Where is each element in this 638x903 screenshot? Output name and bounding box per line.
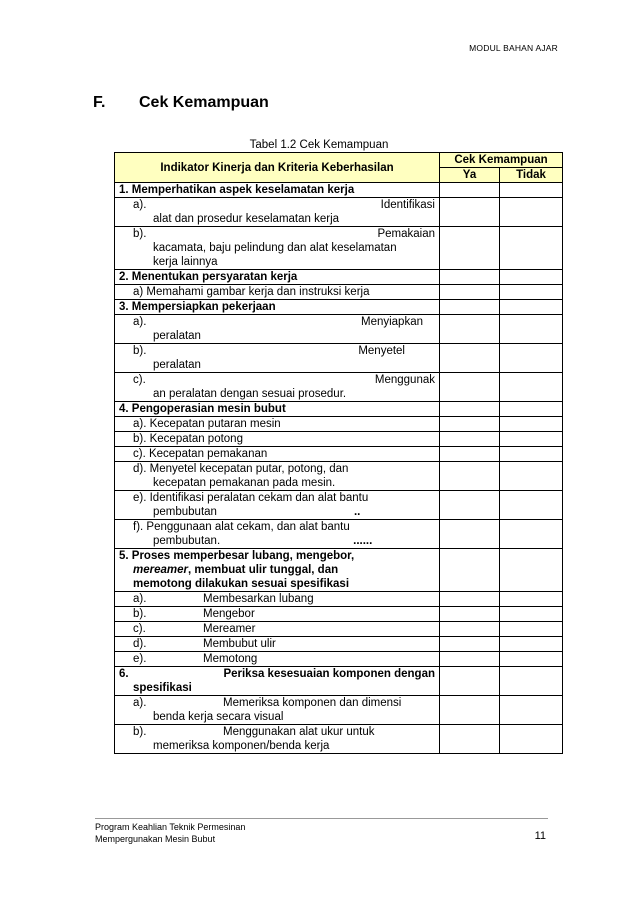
header-indicator: Indikator Kinerja dan Kriteria Keberhasilan: [115, 153, 440, 183]
table-row: [115, 696, 563, 725]
criteria-item: b). Kecepatan potong: [115, 432, 440, 447]
check-yes-cell[interactable]: [440, 607, 500, 622]
criteria-item: a) Memahami gambar kerja dan instruksi kerja: [115, 285, 440, 300]
check-yes-cell[interactable]: [440, 592, 500, 607]
table-row: [115, 447, 563, 462]
criteria-item: e). Memotong: [115, 652, 440, 667]
check-yes-cell[interactable]: [440, 402, 500, 417]
table-row: [115, 270, 563, 285]
check-no-cell[interactable]: [500, 373, 563, 402]
check-yes-cell[interactable]: [440, 652, 500, 667]
table-row: [115, 402, 563, 417]
table-row: [115, 300, 563, 315]
check-no-cell[interactable]: [500, 696, 563, 725]
group-title: 1. Memperhatikan aspek keselamatan kerja: [115, 183, 440, 198]
header-no: Tidak: [500, 168, 563, 183]
check-yes-cell[interactable]: [440, 622, 500, 637]
check-no-cell[interactable]: [500, 227, 563, 270]
table-row: [115, 198, 563, 227]
header-check: Cek Kemampuan: [440, 153, 563, 168]
check-no-cell[interactable]: [500, 637, 563, 652]
table-caption: Tabel 1.2 Cek Kemampuan: [249, 139, 389, 151]
module-header: MODUL BAHAN AJAR: [469, 43, 558, 53]
check-yes-cell[interactable]: [440, 491, 500, 520]
criteria-item: f). Penggunaan alat cekam, dan alat bantu pembubutan. ......: [115, 520, 440, 549]
criteria-item: b). Pemakaian kacamata, baju pelindung dan alat keselamatan kerja lainnya: [115, 227, 440, 270]
criteria-item: c). Mereamer: [115, 622, 440, 637]
table-row: [115, 462, 563, 491]
table-row: [115, 344, 563, 373]
group-title: 2. Menentukan persyaratan kerja: [115, 270, 440, 285]
check-no-cell[interactable]: [500, 491, 563, 520]
table-row: [115, 373, 563, 402]
check-yes-cell[interactable]: [440, 198, 500, 227]
check-no-cell[interactable]: [500, 315, 563, 344]
table-row: [115, 592, 563, 607]
check-yes-cell[interactable]: [440, 637, 500, 652]
check-no-cell[interactable]: [500, 432, 563, 447]
table-row: [115, 491, 563, 520]
check-no-cell[interactable]: [500, 198, 563, 227]
criteria-item: d). Menyetel kecepatan putar, potong, dan kecepatan pemakanan pada mesin.: [115, 462, 440, 491]
table-row: [115, 417, 563, 432]
group-title: 6. Periksa kesesuaian komponen dengan spesifikasi: [115, 667, 440, 696]
check-no-cell[interactable]: [500, 549, 563, 592]
group-title: 3. Mempersiapkan pekerjaan: [115, 300, 440, 315]
check-yes-cell[interactable]: [440, 725, 500, 754]
check-yes-cell[interactable]: [440, 285, 500, 300]
check-no-cell[interactable]: [500, 667, 563, 696]
table-row: [115, 607, 563, 622]
check-no-cell[interactable]: [500, 652, 563, 667]
group-title: 4. Pengoperasian mesin bubut: [115, 402, 440, 417]
group-title: 5. Proses memperbesar lubang, mengebor, mereamer, membuat ulir tunggal, dan memotong dilakukan sesuai spesifikasi: [115, 549, 440, 592]
check-yes-cell[interactable]: [440, 373, 500, 402]
check-yes-cell[interactable]: [440, 447, 500, 462]
check-yes-cell[interactable]: [440, 227, 500, 270]
check-yes-cell[interactable]: [440, 344, 500, 373]
criteria-item: b). Menyetel peralatan: [115, 344, 440, 373]
table-row: [115, 183, 563, 198]
section-title: Cek Kemampuan: [139, 94, 269, 111]
page-number: 11: [534, 830, 546, 842]
criteria-item: d). Membubut ulir: [115, 637, 440, 652]
criteria-item: b). Mengebor: [115, 607, 440, 622]
check-no-cell[interactable]: [500, 622, 563, 637]
criteria-item: c). Kecepatan pemakanan: [115, 447, 440, 462]
table-row: [115, 549, 563, 592]
criteria-item: e). Identifikasi peralatan cekam dan alat bantu pembubutan ..: [115, 491, 440, 520]
check-no-cell[interactable]: [500, 607, 563, 622]
criteria-item: a). Membesarkan lubang: [115, 592, 440, 607]
check-no-cell[interactable]: [500, 183, 563, 198]
check-no-cell[interactable]: [500, 520, 563, 549]
criteria-item: a). Menyiapkan peralatan: [115, 315, 440, 344]
footer-subject: Mempergunakan Mesin Bubut: [95, 834, 216, 844]
check-yes-cell[interactable]: [440, 667, 500, 696]
capability-table: [114, 152, 563, 754]
table-row: [115, 622, 563, 637]
check-yes-cell[interactable]: [440, 462, 500, 491]
check-yes-cell[interactable]: [440, 520, 500, 549]
criteria-item: a). Kecepatan putaran mesin: [115, 417, 440, 432]
check-no-cell[interactable]: [500, 462, 563, 491]
table-row: [115, 725, 563, 754]
footer-divider: [95, 818, 548, 819]
table-row: [115, 432, 563, 447]
criteria-item: c). Menggunak an peralatan dengan sesuai prosedur.: [115, 373, 440, 402]
criteria-item: b). Menggunakan alat ukur untuk memeriksa komponen/benda kerja: [115, 725, 440, 754]
check-yes-cell[interactable]: [440, 183, 500, 198]
table-row: [115, 652, 563, 667]
footer-program: Program Keahlian Teknik Permesinan: [95, 822, 246, 832]
check-no-cell[interactable]: [500, 417, 563, 432]
table-row: [115, 315, 563, 344]
check-no-cell[interactable]: [500, 402, 563, 417]
check-no-cell[interactable]: [500, 285, 563, 300]
check-yes-cell[interactable]: [440, 315, 500, 344]
check-yes-cell[interactable]: [440, 270, 500, 285]
table-row: [115, 227, 563, 270]
header-yes: Ya: [440, 168, 500, 183]
criteria-item: a). Memeriksa komponen dan dimensi benda kerja secara visual: [115, 696, 440, 725]
check-yes-cell[interactable]: [440, 549, 500, 592]
table-row: [115, 285, 563, 300]
check-no-cell[interactable]: [500, 725, 563, 754]
section-letter: F.: [93, 94, 106, 111]
check-no-cell[interactable]: [500, 270, 563, 285]
table-row: [115, 667, 563, 696]
check-yes-cell[interactable]: [440, 696, 500, 725]
check-no-cell[interactable]: [500, 344, 563, 373]
check-no-cell[interactable]: [500, 300, 563, 315]
check-no-cell[interactable]: [500, 447, 563, 462]
check-yes-cell[interactable]: [440, 300, 500, 315]
table-row: [115, 520, 563, 549]
check-no-cell[interactable]: [500, 592, 563, 607]
table-row: [115, 637, 563, 652]
check-yes-cell[interactable]: [440, 417, 500, 432]
criteria-item: a). Identifikasi alat dan prosedur keselamatan kerja: [115, 198, 440, 227]
check-yes-cell[interactable]: [440, 432, 500, 447]
